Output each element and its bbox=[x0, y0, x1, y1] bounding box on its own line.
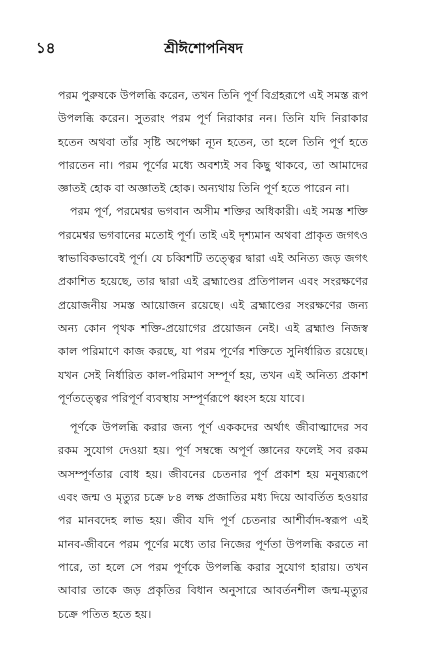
page-number: ১৪ bbox=[36, 39, 56, 57]
running-title: শ্রীঈশোপনিষদ bbox=[164, 41, 243, 57]
paragraph-1: পরম পুরুষকে উপলব্ধি করেন, তখন তিনি পূর্ণ বিগ্রহরূপে এই সমস্ত রূপ উপলব্ধি করেন। সুতরাং পরম পূর্ণ নিরাকার নন। তিনি যদি নিরাকার হতেন অথবা তাঁর সৃষ্টি অপেক্ষা ন্যূন হতেন, তা হলে তিনি পূর্ণ হতে পারতেন না। পরম পূর্ণের মধ্যে অবশ্যই সব কিছু থাকবে, তা আমাদের জ্ঞাতই হোক বা অজ্ঞাতই হোক। অন্যথায় তিনি পূর্ণ হতে পারেন না। bbox=[58, 89, 368, 196]
body-text bbox=[58, 84, 368, 626]
paragraph-3: পূর্ণকে উপলব্ধি করার জন্য পূর্ণ এককদের অর্থাৎ জীবাত্মাদের সব রকম সুযোগ দেওয়া হয়। পূর্ণ সম্বন্ধে অপূর্ণ জ্ঞানের ফলেই সব রকম অসম্পূর্ণতার বোধ হয়। জীবনের চেতনার পূর্ণ প্রকাশ হয় মনুষ্যরূপে এবং জন্ম ও মৃত্যুর চক্রে ৮৪ লক্ষ প্রজাতির মধ্য দিয়ে আবর্তিত হওয়ার পর মানবদেহ লাভ হয়। জীব যদি পূর্ণ চেতনার আশীর্বাদ-স্বরূপ এই মানব-জীবনে পরম পূর্ণের মধ্যে তার নিজের পূর্ণতা উপলব্ধি করতে না পারে, তা হলে সে পরম পূর্ণকে উপলব্ধি করার সুযোগ হারায়। তখন আবার তাকে জড় প্রকৃতির বিধান অনুসারে আবর্তনশীল জন্ম-মৃত্যুর চক্রে পতিত হতে হয়। bbox=[58, 421, 368, 621]
paragraph-2: পরম পূর্ণ, পরমেশ্বর ভগবান অসীম শক্তির অধিকারী। এই সমস্ত শক্তি পরমেশ্বর ভগবানের মতোই পূর্ণ। তাই এই দৃশ্যমান অথবা প্রাকৃত জগৎও স্বাভাবিকভাবেই পূর্ণ। যে চব্বিশটি তত্ত্বের দ্বারা এই অনিত্য জড় জগৎ প্রকাশিত হয়েছে, তার দ্বারা এই ব্রহ্মাণ্ডের প্রতিপালন এবং সংরক্ষণের প্রয়োজনীয় সমস্ত আয়োজন রয়েছে। এই ব্রহ্মাণ্ডের সংরক্ষণের জন্য অন্য কোন পৃথক শক্তি-প্রয়োগের প্রয়োজন নেই। এই ব্রহ্মাণ্ড নিজস্ব কাল পরিমাণে কাজ করছে, যা পরম পূর্ণের শক্তিতে সুনির্ধারিত রয়েছে। যখন সেই নির্ধারিত কাল-পরিমাণ সম্পূর্ণ হয়, তখন এই অনিত্য প্রকাশ পূর্ণতত্ত্বের পরিপূর্ণ ব্যবস্থায় সম্পূর্ণরূপে ধ্বংস হয়ে যাবে। bbox=[58, 205, 368, 405]
page-header bbox=[36, 37, 371, 59]
